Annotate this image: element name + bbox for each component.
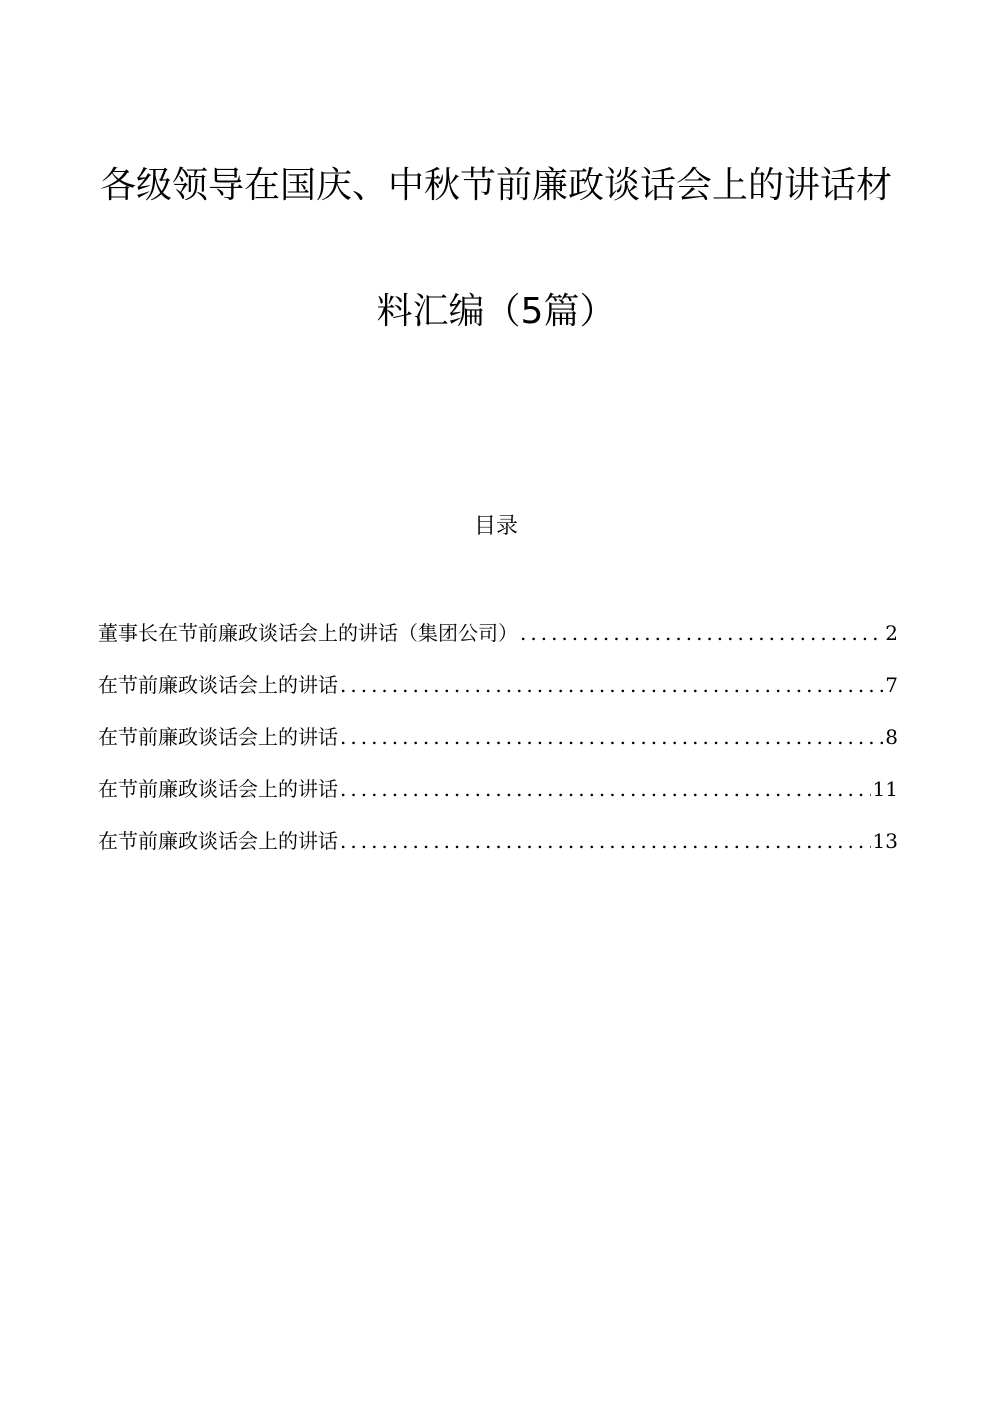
toc-entry-page: 13	[872, 829, 898, 853]
toc-entry-page: 8	[885, 725, 898, 749]
document-title-line-2: 料汇编（5篇）	[376, 291, 616, 332]
toc-entry-page: 11	[872, 777, 898, 801]
toc-leader-dots	[520, 618, 883, 648]
toc-entry-5[interactable]	[98, 826, 898, 878]
toc-leader-dots	[340, 774, 871, 804]
toc-entry-title: 董事长在节前廉政谈话会上的讲话（集团公司）	[98, 621, 518, 645]
toc-entry-3[interactable]	[98, 722, 898, 774]
toc-entry-4[interactable]	[98, 774, 898, 826]
toc-leader-dots	[340, 722, 883, 752]
table-of-contents	[98, 618, 898, 878]
toc-entry-title: 在节前廉政谈话会上的讲话	[98, 725, 338, 749]
toc-entry-page: 7	[885, 673, 898, 697]
toc-entry-2[interactable]	[98, 670, 898, 722]
toc-entry-page: 2	[885, 621, 898, 645]
document-title-line-1: 各级领导在国庆、中秋节前廉政谈话会上的讲话材	[99, 165, 892, 206]
toc-leader-dots	[340, 670, 883, 700]
toc-heading: 目录	[473, 514, 518, 539]
toc-entry-1[interactable]	[98, 618, 898, 670]
toc-entry-title: 在节前廉政谈话会上的讲话	[98, 777, 338, 801]
toc-leader-dots	[340, 826, 871, 856]
toc-entry-title: 在节前廉政谈话会上的讲话	[98, 829, 338, 853]
toc-entry-title: 在节前廉政谈话会上的讲话	[98, 673, 338, 697]
